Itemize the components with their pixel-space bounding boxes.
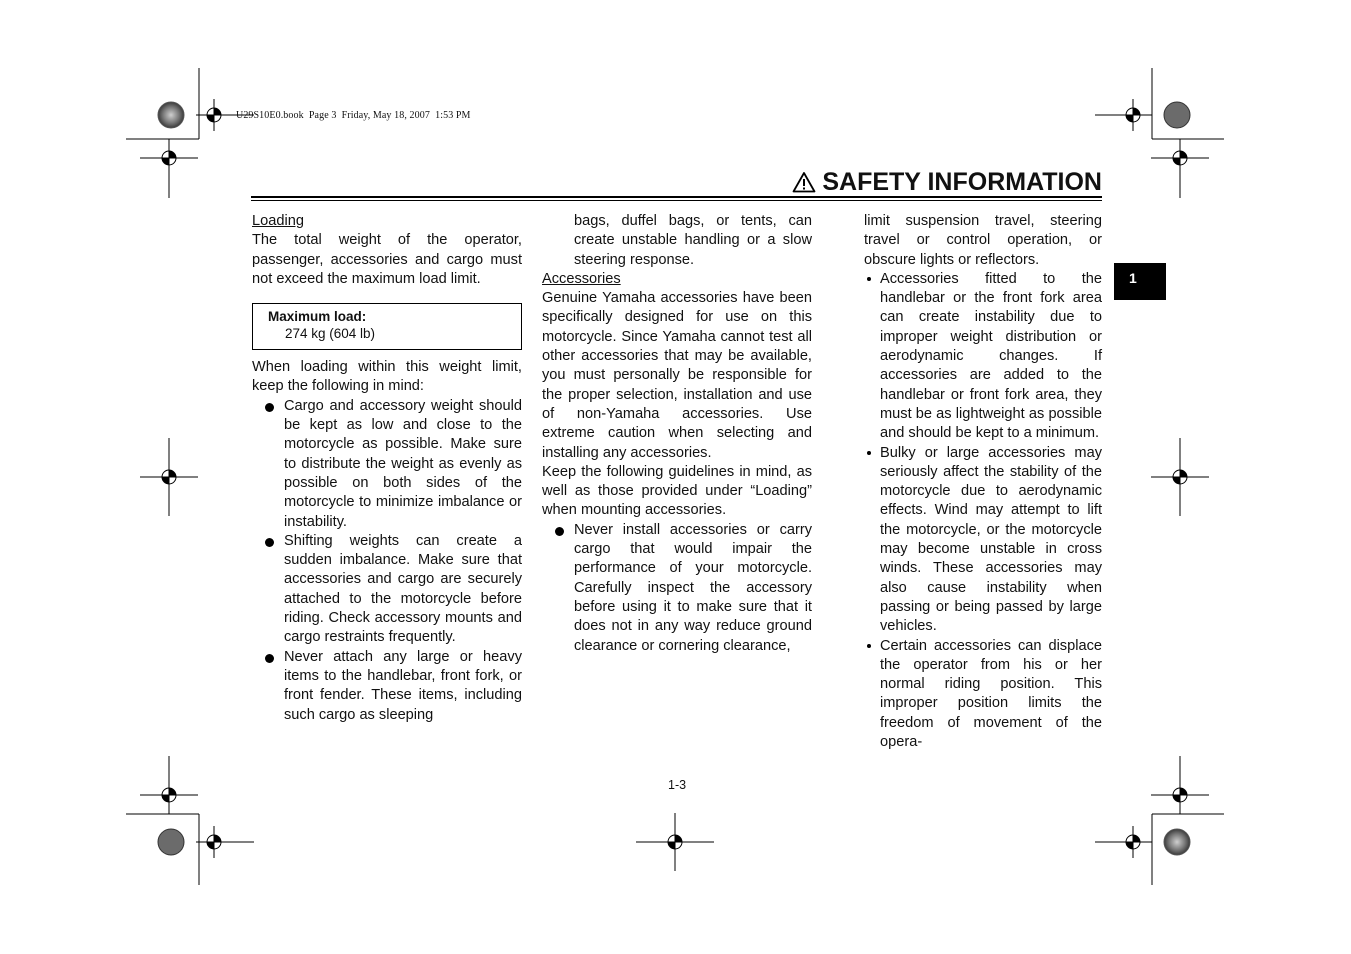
- loading-intro: The total weight of the operator, passenger, accessories and cargo must not exceed the maximum load limit.: [252, 232, 522, 287]
- accessories-sub-bullet-list: [864, 270, 1102, 752]
- bullet-dot-icon: [867, 451, 871, 455]
- column-3: [864, 212, 1102, 752]
- bullet-dot-icon: [265, 538, 274, 547]
- list-item: Accessories fitted to the handlebar or the front fork area can create instability due to improper weight distribution or aerodynamic changes. If accessories are added to the handlebar or front fork area, they must be as lightweight as possible and should be kept to a minimum.: [864, 270, 1102, 444]
- loading-heading: Loading: [252, 213, 304, 229]
- bullet-dot-icon: [867, 277, 871, 281]
- list-item: Bulky or large accessories may seriously affect the stability of the motorcycle due to aerodynamic effects. Wind may attempt to lift the motorcycle, or the motorcycle may become unstable in cross winds. These accessories may also cause instability when passing or being passed by large vehicles.: [864, 444, 1102, 637]
- column-2: [542, 212, 812, 656]
- bullet-dot-icon: [867, 644, 871, 648]
- accessories-paragraph-1: Genuine Yamaha accessories have been specifically designed for use on this motorcycle. Since Yamaha cannot test all other accessories that may be available, you must personally be responsible for the proper selection, installation and use of non-Yamaha accessories. Use extreme caution when selecting and installing any accessories.: [542, 290, 812, 461]
- section-header: [251, 167, 1102, 199]
- print-header-note: U29S10E0.book Page 3 Friday, May 18, 2007 1:53 PM: [236, 110, 471, 121]
- bullet-dot-icon: [265, 403, 274, 412]
- header-rule: [251, 196, 1102, 198]
- loading-bullet-continued: bags, duffel bags, or tents, can create unstable handling or a slow steering response.: [574, 213, 812, 268]
- list-item: Cargo and accessory weight should be kept as low and close to the motorcycle as possible. Make sure to distribute the weight as evenly as possible on both sides of the motorcycle to minimize imbalance or instability.: [252, 397, 522, 532]
- accessories-paragraph-2: Keep the following guidelines in mind, as well as those provided under “Loading” when mounting accessories.: [542, 463, 812, 519]
- accessories-bullet-continued: limit suspension travel, steering travel or control operation, or obscure lights or reflectors.: [864, 213, 1102, 268]
- bullet-dot-icon: [265, 654, 274, 663]
- section-title-text: SAFETY INFORMATION: [822, 168, 1102, 196]
- header-rule-thin: [251, 200, 1102, 201]
- column-1: [252, 212, 522, 725]
- chapter-tab: 1: [1114, 263, 1166, 300]
- accessories-heading: Accessories: [542, 270, 621, 287]
- accessories-bullet-list: [542, 521, 812, 656]
- page-number: 1-3: [668, 778, 687, 792]
- maximum-load-label: Maximum load:: [268, 309, 367, 325]
- maximum-load-box: [252, 303, 522, 350]
- list-item: Never attach any large or heavy items to the handlebar, front fork, or front fender. These items, including such cargo as sleeping: [252, 648, 522, 725]
- list-item: Never install accessories or carry cargo that would impair the performance of your motorcycle. Carefully inspect the accessory before using it to make sure that it does not in any way reduce ground clearance or cornering clearance,: [542, 521, 812, 656]
- maximum-load-value: 274 kg (604 lb): [285, 326, 376, 342]
- warning-triangle-icon: [792, 171, 816, 193]
- section-title: [792, 167, 1102, 197]
- loading-guidance: When loading within this weight limit, keep the following in mind:: [252, 359, 522, 395]
- list-item: Certain accessories can displace the operator from his or her normal riding position. This improper position limits the freedom of movement of the opera-: [864, 637, 1102, 753]
- list-item: Shifting weights can create a sudden imbalance. Make sure that accessories and cargo are securely attached to the motorcycle before riding. Check accessory mounts and cargo restraints frequently.: [252, 532, 522, 648]
- bullet-dot-icon: [555, 527, 564, 536]
- loading-bullet-list: [252, 397, 522, 725]
